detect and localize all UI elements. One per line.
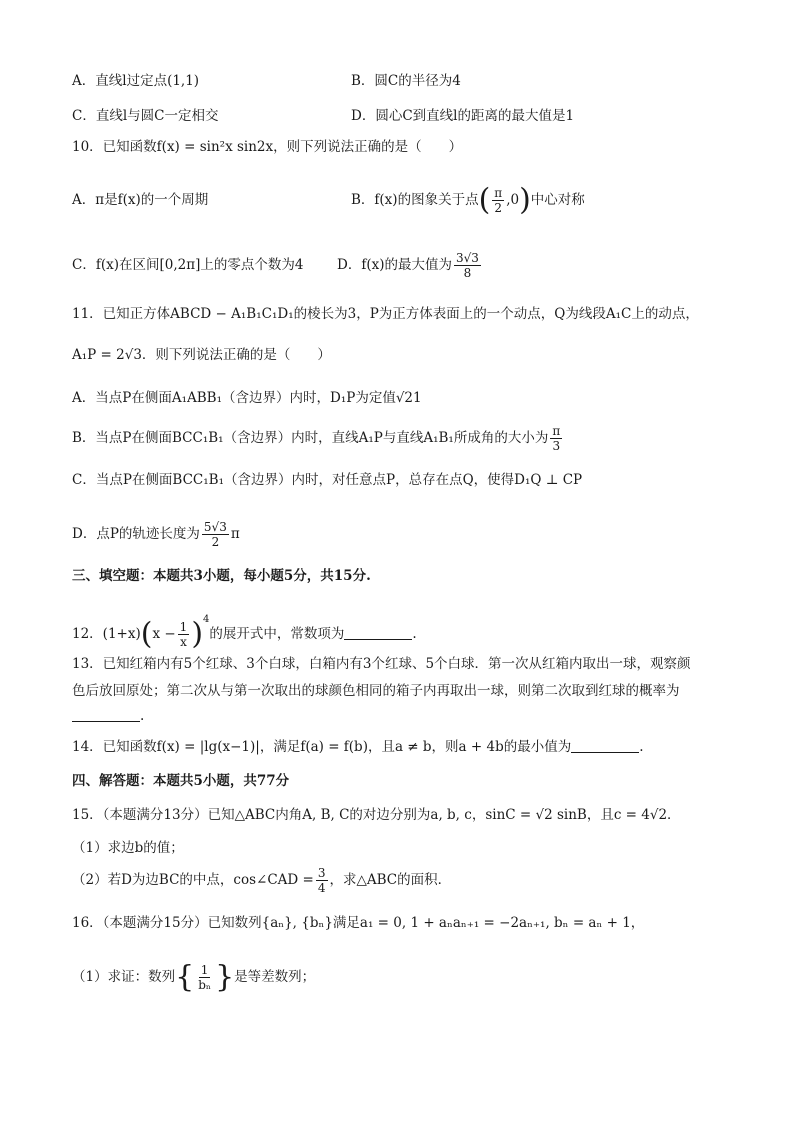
answer-blank[interactable]	[571, 738, 639, 753]
q11-stem-line2: A₁P = 2√3．则下列说法正确的是（ ）	[72, 347, 331, 363]
q11-option-d-post: π	[230, 526, 240, 542]
q13-line3	[72, 706, 144, 726]
q10-b-fraction	[492, 186, 504, 215]
fraction-numerator: 5√3	[203, 520, 227, 534]
fraction-denominator: 2	[211, 535, 220, 549]
q9-option-c: C．直线l与圆C一定相交	[72, 108, 219, 124]
q10-stem: 10．已知函数f(x) = sin²x sin2x，则下列说法正确的是（ ）	[72, 139, 463, 155]
q13-line2: 色后放回原处；第二次从与第一次取出的球颜色相同的箱子内再取出一球，则第二次取到红球的概率为	[72, 683, 680, 699]
q14-text: 14．已知函数f(x) = |lg(x−1)|，满足f(a) = f(b)，且a ≠ b，则a + 4b的最小值为	[72, 739, 572, 755]
q16-stem: 16．（本题满分15分）已知数列{aₙ}, {bₙ}满足a₁ = 0, 1 + aₙaₙ₊₁ = −2aₙ₊₁, bₙ = aₙ + 1，	[72, 915, 645, 931]
fraction-denominator: x	[180, 635, 187, 649]
q15-stem: 15．（本题满分13分）已知△ABC内角A, B, C的对边分别为a, b, c，sinC = √2 sinB，且c = 4√2．	[72, 807, 681, 823]
fraction-numerator: 1	[200, 963, 209, 977]
section3-heading: 三、填空题：本题共3小题，每小题5分，共15分.	[72, 568, 371, 584]
q9-option-a: A．直线l过定点(1,1)	[72, 73, 200, 89]
q11-option-a: A．当点P在侧面A₁ABB₁（含边界）内时，D₁P为定值√21	[72, 390, 422, 406]
q10-option-b	[351, 180, 585, 220]
fraction-numerator: π	[552, 424, 561, 438]
fraction-numerator: 1	[179, 620, 188, 634]
q15-part2	[72, 860, 451, 900]
q11-option-d-pre: D．点P的轨迹长度为	[72, 526, 200, 542]
q15-part2-pre: （2）若D为边BC的中点，cos∠CAD =	[72, 872, 314, 888]
q12	[72, 598, 417, 656]
q10-option-b-post: 中心对称	[530, 192, 585, 208]
q11-option-b	[72, 418, 564, 458]
q11-stem-line1: 11．已知正方体ABCD − A₁B₁C₁D₁的棱长为3，P为正方体表面上的一个动点，Q为线段A₁C上的动点，	[72, 306, 699, 322]
paren-open: (	[140, 616, 153, 652]
q13-line1: 13．已知红箱内有5个红球、3个白球，白箱内有3个红球、5个白球．第一次从红箱内取出一球，观察颜	[72, 656, 691, 672]
brace-close: }	[215, 959, 235, 995]
q10-d-fraction	[454, 251, 481, 280]
q15-fraction	[316, 866, 328, 895]
answer-blank[interactable]	[72, 707, 140, 722]
q15-part2-post: ，求△ABC的面积．	[329, 872, 452, 888]
q15-part1: （1）求边b的值；	[72, 840, 184, 856]
fraction-numerator: 3	[317, 866, 326, 880]
q13-end: .	[140, 708, 145, 724]
q11-option-d	[72, 514, 240, 554]
q10-b-point-tail: ,0	[506, 192, 520, 208]
fraction-denominator: 4	[317, 881, 326, 895]
q12-inner: x −	[152, 626, 176, 642]
fraction-denominator: bₙ	[198, 978, 212, 992]
q9-option-b: B．圆C的半径为4	[351, 73, 461, 89]
q9-option-d: D．圆心C到直线l的距离的最大值是1	[351, 108, 575, 124]
q14-end: .	[639, 739, 644, 755]
q12-post: 的展开式中，常数项为	[209, 626, 345, 642]
q10-option-b-pre: B．f(x)的图象关于点	[351, 192, 479, 208]
q10-option-d-pre: D．f(x)的最大值为	[337, 257, 452, 273]
section4-heading: 四、解答题：本题共5小题，共77分	[72, 773, 290, 789]
q16-part1-post: 是等差数列；	[234, 969, 316, 985]
q16-part1-pre: （1）求证：数列	[72, 969, 176, 985]
fraction-denominator: 2	[494, 201, 503, 215]
brace-open: {	[175, 959, 195, 995]
q12-pre: 12．(1+x)	[72, 626, 141, 642]
q10-option-d	[337, 245, 483, 285]
q12-fraction	[178, 620, 190, 649]
q12-exponent: 4	[203, 614, 210, 625]
q16-fraction	[196, 963, 213, 992]
q11-option-b-pre: B．当点P在侧面BCC₁B₁（含边界）内时，直线A₁P与直线A₁B₁所成角的大小为	[72, 430, 549, 446]
q12-end: .	[412, 626, 417, 642]
q10-option-a: A．π是f(x)的一个周期	[72, 192, 209, 208]
q11-b-fraction	[550, 424, 562, 453]
paren-open: (	[478, 182, 491, 218]
fraction-denominator: 3	[552, 439, 561, 453]
q10-option-c: C．f(x)在区间[0,2π]上的零点个数为4	[72, 257, 304, 273]
fraction-denominator: 8	[463, 266, 472, 280]
q11-d-fraction	[202, 520, 229, 549]
q14	[72, 737, 644, 757]
paren-close: )	[191, 616, 204, 652]
answer-blank[interactable]	[344, 625, 412, 640]
q16-part1	[72, 955, 315, 999]
q11-option-c: C．当点P在侧面BCC₁B₁（含边界）内时，对任意点P，总存在点Q，使得D₁Q ⊥ CP	[72, 472, 583, 488]
paren-close: )	[519, 182, 531, 218]
fraction-numerator: 3√3	[455, 251, 479, 265]
fraction-numerator: π	[494, 186, 503, 200]
